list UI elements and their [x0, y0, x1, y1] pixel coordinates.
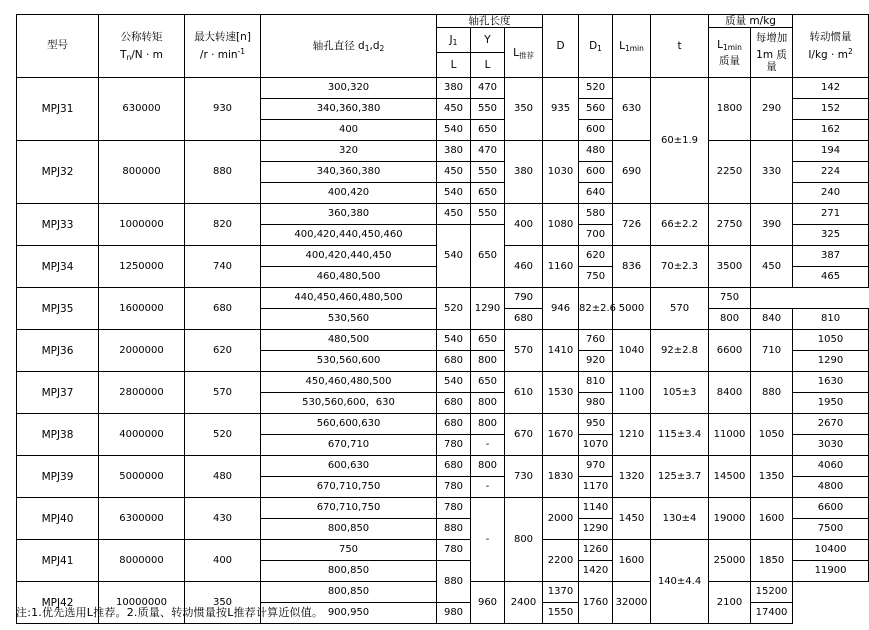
- header-mass-per-meter: [751, 28, 793, 78]
- cell-l-rec: 610: [505, 372, 543, 414]
- header-model: 型号: [17, 15, 99, 78]
- cell-D1: 970: [579, 456, 613, 477]
- cell-D1: 1140: [579, 498, 613, 519]
- cell-inertia: 387: [793, 246, 869, 267]
- cell-mass-add: 1350: [751, 456, 793, 498]
- cell-j1: 780: [437, 435, 471, 456]
- cell-torque: 800000: [99, 141, 185, 204]
- header-inertia-line2: $I/kg \cdot m^2$: [808, 47, 853, 62]
- cell-model: MPJ42: [17, 582, 99, 624]
- cell-D1: 760: [579, 330, 613, 351]
- cell-D: 1830: [543, 456, 579, 498]
- table-row: [17, 414, 869, 435]
- cell-y: 800: [471, 393, 505, 414]
- cell-t: 115±3.4: [651, 414, 709, 456]
- header-bore-diameter: 轴孔直径 $d_1,d_2$: [261, 15, 437, 78]
- cell-mass-add: 390: [751, 204, 793, 246]
- cell-mass-add: 290: [751, 78, 793, 141]
- table-row: [17, 330, 869, 351]
- cell-y: 550: [471, 162, 505, 183]
- cell-model: MPJ40: [17, 498, 99, 540]
- cell-y: -: [471, 477, 505, 498]
- cell-L1min: 946: [543, 288, 579, 330]
- cell-inertia: 152: [793, 99, 869, 120]
- cell-D1: 1420: [579, 561, 613, 582]
- cell-y: -: [471, 498, 505, 582]
- cell-D1: 520: [579, 78, 613, 99]
- cell-l-rec: 800: [505, 498, 543, 582]
- cell-inertia: 271: [793, 204, 869, 225]
- header-mass-L1min: [709, 28, 751, 78]
- cell-bore: 800,850: [261, 519, 437, 540]
- cell-l-rec: 520: [437, 288, 471, 330]
- header-Y: Y: [471, 28, 505, 53]
- cell-y: 470: [471, 78, 505, 99]
- cell-mass-l1min: 2750: [709, 204, 751, 246]
- cell-speed: 350: [185, 582, 261, 624]
- cell-y: 650: [471, 372, 505, 393]
- cell-bore: 670,710,750: [261, 498, 437, 519]
- cell-D1: 1290: [579, 519, 613, 540]
- cell-mass-add: 2100: [709, 582, 751, 624]
- table-row: [17, 540, 869, 561]
- cell-t: 130±4: [651, 498, 709, 540]
- cell-j1: 880: [437, 519, 471, 540]
- cell-j1: 380: [437, 78, 471, 99]
- cell-D1: 750: [579, 267, 613, 288]
- cell-y: 550: [471, 99, 505, 120]
- header-mass-group: 质量 m/kg: [709, 15, 793, 28]
- cell-D: 1410: [543, 330, 579, 372]
- cell-bore: 340,360,380: [261, 162, 437, 183]
- cell-inertia: 7500: [793, 519, 869, 540]
- cell-inertia: 325: [793, 225, 869, 246]
- cell-j1: 780: [437, 498, 471, 519]
- table-row: [17, 456, 869, 477]
- cell-D1: 600: [579, 162, 613, 183]
- table-row: [17, 204, 869, 225]
- cell-D1: 980: [579, 393, 613, 414]
- cell-inertia: 1050: [793, 330, 869, 351]
- cell-model: MPJ39: [17, 456, 99, 498]
- cell-t: 92±2.8: [651, 330, 709, 372]
- cell-bore: 320: [261, 141, 437, 162]
- header-L-recommended: $L_{推荐}$: [505, 28, 543, 78]
- cell-mass-add: 1600: [751, 498, 793, 540]
- cell-speed: 570: [185, 372, 261, 414]
- cell-j1: 380: [437, 141, 471, 162]
- cell-bore: 450,460,480,500: [261, 372, 437, 393]
- cell-speed: 520: [185, 414, 261, 456]
- cell-y: 550: [471, 204, 505, 225]
- cell-mass-add: 710: [751, 330, 793, 372]
- header-inertia-line1: 转动惯量: [809, 30, 852, 43]
- cell-y: 650: [471, 330, 505, 351]
- cell-t: 105±3: [651, 372, 709, 414]
- cell-mass-add: 450: [751, 246, 793, 288]
- cell-D1: 1070: [579, 435, 613, 456]
- spec-table-container: [16, 14, 853, 624]
- header-bore-length-group: 轴孔长度: [437, 15, 543, 28]
- cell-torque: 1000000: [99, 204, 185, 246]
- header-Y-L: L: [471, 53, 505, 78]
- header-max-speed-line1: 最大转速[n]: [194, 30, 251, 43]
- cell-y: 800: [471, 414, 505, 435]
- cell-D: 1030: [543, 141, 579, 204]
- cell-bore: 530,560,600，630: [261, 393, 437, 414]
- cell-model: MPJ32: [17, 141, 99, 204]
- cell-t: 70±2.3: [651, 246, 709, 288]
- cell-bore: 600,630: [261, 456, 437, 477]
- cell-mass-add: 1050: [751, 414, 793, 456]
- cell-L1min: 1210: [613, 414, 651, 456]
- cell-D1: 620: [579, 246, 613, 267]
- cell-L1min: 1100: [613, 372, 651, 414]
- cell-inertia: 142: [793, 78, 869, 99]
- cell-j1: 780: [437, 477, 471, 498]
- header-max-speed: [185, 15, 261, 78]
- cell-l-rec: 380: [505, 141, 543, 204]
- cell-l-rec: 730: [505, 456, 543, 498]
- cell-inertia: 810: [793, 309, 869, 330]
- header-mass-L1min-line1: $L_{1min}$: [717, 38, 742, 52]
- cell-bore: 670,710: [261, 435, 437, 456]
- cell-torque: 1250000: [99, 246, 185, 288]
- cell-model: MPJ33: [17, 204, 99, 246]
- cell-D1: 840: [751, 309, 793, 330]
- cell-l-rec: 400: [505, 204, 543, 246]
- cell-mass-l1min: 11000: [709, 414, 751, 456]
- cell-y: 650: [471, 120, 505, 141]
- cell-l-rec: 570: [505, 330, 543, 372]
- table-row: [17, 288, 869, 309]
- cell-inertia: 11900: [793, 561, 869, 582]
- cell-inertia: 750: [709, 288, 751, 309]
- cell-bore: 900,950: [261, 603, 437, 624]
- coupling-spec-table: [16, 14, 869, 624]
- cell-inertia: 1290: [793, 351, 869, 372]
- cell-speed: 930: [185, 78, 261, 141]
- cell-L1min: 726: [613, 204, 651, 246]
- cell-speed: 400: [185, 540, 261, 582]
- cell-bore: 480,500: [261, 330, 437, 351]
- header-inertia: [793, 15, 869, 78]
- cell-model: MPJ38: [17, 414, 99, 456]
- cell-D: 1160: [543, 246, 579, 288]
- cell-torque: 6300000: [99, 498, 185, 540]
- cell-j1: 680: [437, 414, 471, 435]
- cell-model: MPJ35: [17, 288, 99, 330]
- cell-inertia: 1950: [793, 393, 869, 414]
- cell-mass-l1min: 3500: [709, 246, 751, 288]
- cell-D1: 810: [579, 372, 613, 393]
- header-rated-torque-line2: $T_n/N \cdot m$: [120, 49, 163, 63]
- cell-speed: 880: [185, 141, 261, 204]
- cell-bore: 800,850: [261, 561, 437, 582]
- cell-torque: 5000000: [99, 456, 185, 498]
- cell-j1: 450: [437, 162, 471, 183]
- cell-mass-add: 1850: [751, 540, 793, 582]
- cell-D: 1530: [543, 372, 579, 414]
- cell-j1: 880: [437, 561, 471, 603]
- cell-D1: 790: [505, 288, 543, 309]
- cell-mass-l1min: 19000: [709, 498, 751, 540]
- cell-inertia: 162: [793, 120, 869, 141]
- cell-D: 2400: [505, 582, 543, 624]
- cell-torque: 630000: [99, 78, 185, 141]
- cell-D1: 700: [579, 225, 613, 246]
- cell-bore: 530,560,600: [261, 351, 437, 372]
- cell-y: 650: [471, 183, 505, 204]
- cell-D1: 1370: [543, 582, 579, 603]
- cell-inertia: 10400: [793, 540, 869, 561]
- cell-bore: 400,420,440,450: [261, 246, 437, 267]
- header-max-speed-line2: $/r \cdot \min^{-1}$: [199, 47, 246, 62]
- header-J1: $J_1$: [437, 28, 471, 53]
- cell-t: 125±3.7: [651, 456, 709, 498]
- cell-j1: 680: [437, 393, 471, 414]
- cell-bore: 670,710,750: [261, 477, 437, 498]
- cell-j1: 450: [437, 99, 471, 120]
- cell-D: 2000: [543, 498, 579, 540]
- cell-model: MPJ37: [17, 372, 99, 414]
- cell-mass-add: 880: [751, 372, 793, 414]
- header-J1-L: L: [437, 53, 471, 78]
- cell-t: 140±4.4: [651, 540, 709, 624]
- cell-y: 650: [471, 225, 505, 288]
- cell-inertia: 6600: [793, 498, 869, 519]
- header-L1min: $L_{1min}$: [613, 15, 651, 78]
- cell-y: 800: [709, 309, 751, 330]
- cell-mass-l1min: 6600: [709, 330, 751, 372]
- cell-D: 1080: [543, 204, 579, 246]
- cell-mass-l1min: 1800: [709, 78, 751, 141]
- cell-bore: 300,320: [261, 78, 437, 99]
- cell-j1: 540: [437, 120, 471, 141]
- cell-t: 66±2.2: [651, 204, 709, 246]
- cell-bore: 800,850: [261, 582, 437, 603]
- header-mass-L1min-line2: 质量: [719, 54, 741, 67]
- cell-speed: 680: [185, 288, 261, 330]
- header-rated-torque-line1: 公称转矩: [120, 30, 163, 43]
- cell-inertia: 2670: [793, 414, 869, 435]
- cell-j1: 540: [437, 225, 471, 288]
- cell-speed: 820: [185, 204, 261, 246]
- cell-j1: 680: [505, 309, 543, 330]
- cell-D1: 600: [579, 120, 613, 141]
- cell-mass-add: 570: [651, 288, 709, 330]
- cell-j1: 450: [437, 204, 471, 225]
- header-t: t: [651, 15, 709, 78]
- cell-bore: 340,360,380: [261, 99, 437, 120]
- cell-L1min: 1040: [613, 330, 651, 372]
- cell-j1: 540: [437, 183, 471, 204]
- cell-D: 2200: [543, 540, 579, 582]
- cell-D1: 920: [579, 351, 613, 372]
- footnote: 注:1.优先选用L推荐。2.质量、转动惯量按L推荐计算近似值。: [16, 606, 324, 619]
- cell-mass-l1min: 25000: [709, 540, 751, 582]
- cell-L1min: 1450: [613, 498, 651, 540]
- cell-bore: 530,560: [261, 309, 437, 330]
- cell-y: 470: [471, 141, 505, 162]
- cell-l-rec: 960: [471, 582, 505, 624]
- header-D1: $D_1$: [579, 15, 613, 78]
- cell-inertia: 15200: [751, 582, 793, 603]
- cell-speed: 740: [185, 246, 261, 288]
- cell-mass-add: 330: [751, 141, 793, 204]
- cell-bore: 400: [261, 120, 437, 141]
- header-rated-torque: [99, 15, 185, 78]
- cell-bore: 560,600,630: [261, 414, 437, 435]
- cell-D1: 580: [579, 204, 613, 225]
- cell-t: 82±2.6: [579, 288, 613, 330]
- cell-l-rec: 460: [505, 246, 543, 288]
- cell-bore: 440,450,460,480,500: [261, 288, 437, 309]
- cell-l-rec: 670: [505, 414, 543, 456]
- table-row: [17, 141, 869, 162]
- cell-bore: 400,420: [261, 183, 437, 204]
- cell-mass-l1min: 14500: [709, 456, 751, 498]
- cell-inertia: 194: [793, 141, 869, 162]
- cell-inertia: 224: [793, 162, 869, 183]
- cell-inertia: 17400: [751, 603, 793, 624]
- cell-D1: 1170: [579, 477, 613, 498]
- cell-mass-l1min: 2250: [709, 141, 751, 204]
- cell-torque: 10000000: [99, 582, 185, 624]
- cell-j1: 540: [437, 330, 471, 351]
- cell-D: 935: [543, 78, 579, 141]
- cell-D1: 950: [579, 414, 613, 435]
- cell-L1min: 1320: [613, 456, 651, 498]
- cell-torque: 2000000: [99, 330, 185, 372]
- cell-l-rec: 350: [505, 78, 543, 141]
- cell-inertia: 3030: [793, 435, 869, 456]
- cell-model: MPJ36: [17, 330, 99, 372]
- cell-j1: 780: [437, 540, 471, 561]
- header-mass-per-meter-line1: 每增加: [755, 32, 788, 45]
- cell-torque: 1600000: [99, 288, 185, 330]
- cell-D1: 480: [579, 141, 613, 162]
- cell-L1min: 630: [613, 78, 651, 141]
- table-row: [17, 372, 869, 393]
- cell-torque: 8000000: [99, 540, 185, 582]
- cell-D: 1670: [543, 414, 579, 456]
- cell-j1: 680: [437, 456, 471, 477]
- cell-L1min: 690: [613, 141, 651, 204]
- cell-model: MPJ41: [17, 540, 99, 582]
- table-row: [17, 498, 869, 519]
- cell-torque: 2800000: [99, 372, 185, 414]
- cell-D: 1290: [471, 288, 505, 330]
- cell-inertia: 465: [793, 267, 869, 288]
- cell-mass-l1min: 5000: [613, 288, 651, 330]
- cell-speed: 620: [185, 330, 261, 372]
- cell-L1min: 836: [613, 246, 651, 288]
- cell-L1min: 1760: [579, 582, 613, 624]
- cell-bore: 360,380: [261, 204, 437, 225]
- cell-inertia: 4800: [793, 477, 869, 498]
- cell-inertia: 1630: [793, 372, 869, 393]
- header-D: D: [543, 15, 579, 78]
- cell-j1: 680: [437, 351, 471, 372]
- cell-bore: 400,420,440,450,460: [261, 225, 437, 246]
- cell-model: MPJ34: [17, 246, 99, 288]
- cell-y: -: [471, 435, 505, 456]
- cell-D1: 1550: [543, 603, 579, 624]
- cell-bore: 750: [261, 540, 437, 561]
- header-mass-per-meter-line2: 1m 质量: [756, 48, 787, 73]
- cell-D1: 1260: [579, 540, 613, 561]
- cell-D1: 560: [579, 99, 613, 120]
- cell-y: 800: [471, 456, 505, 477]
- cell-mass-l1min: 8400: [709, 372, 751, 414]
- cell-L1min: 1600: [613, 540, 651, 582]
- table-row: [17, 78, 869, 99]
- cell-torque: 4000000: [99, 414, 185, 456]
- cell-j1: 540: [437, 372, 471, 393]
- cell-D1: 640: [579, 183, 613, 204]
- cell-speed: 430: [185, 498, 261, 540]
- cell-j1: 980: [437, 603, 471, 624]
- cell-inertia: 4060: [793, 456, 869, 477]
- cell-y: 800: [471, 351, 505, 372]
- cell-inertia: 240: [793, 183, 869, 204]
- cell-model: MPJ31: [17, 78, 99, 141]
- cell-t: 60±1.9: [651, 78, 709, 204]
- cell-bore: 460,480,500: [261, 267, 437, 288]
- header-row-1: [17, 15, 869, 28]
- cell-mass-l1min: 32000: [613, 582, 651, 624]
- cell-speed: 480: [185, 456, 261, 498]
